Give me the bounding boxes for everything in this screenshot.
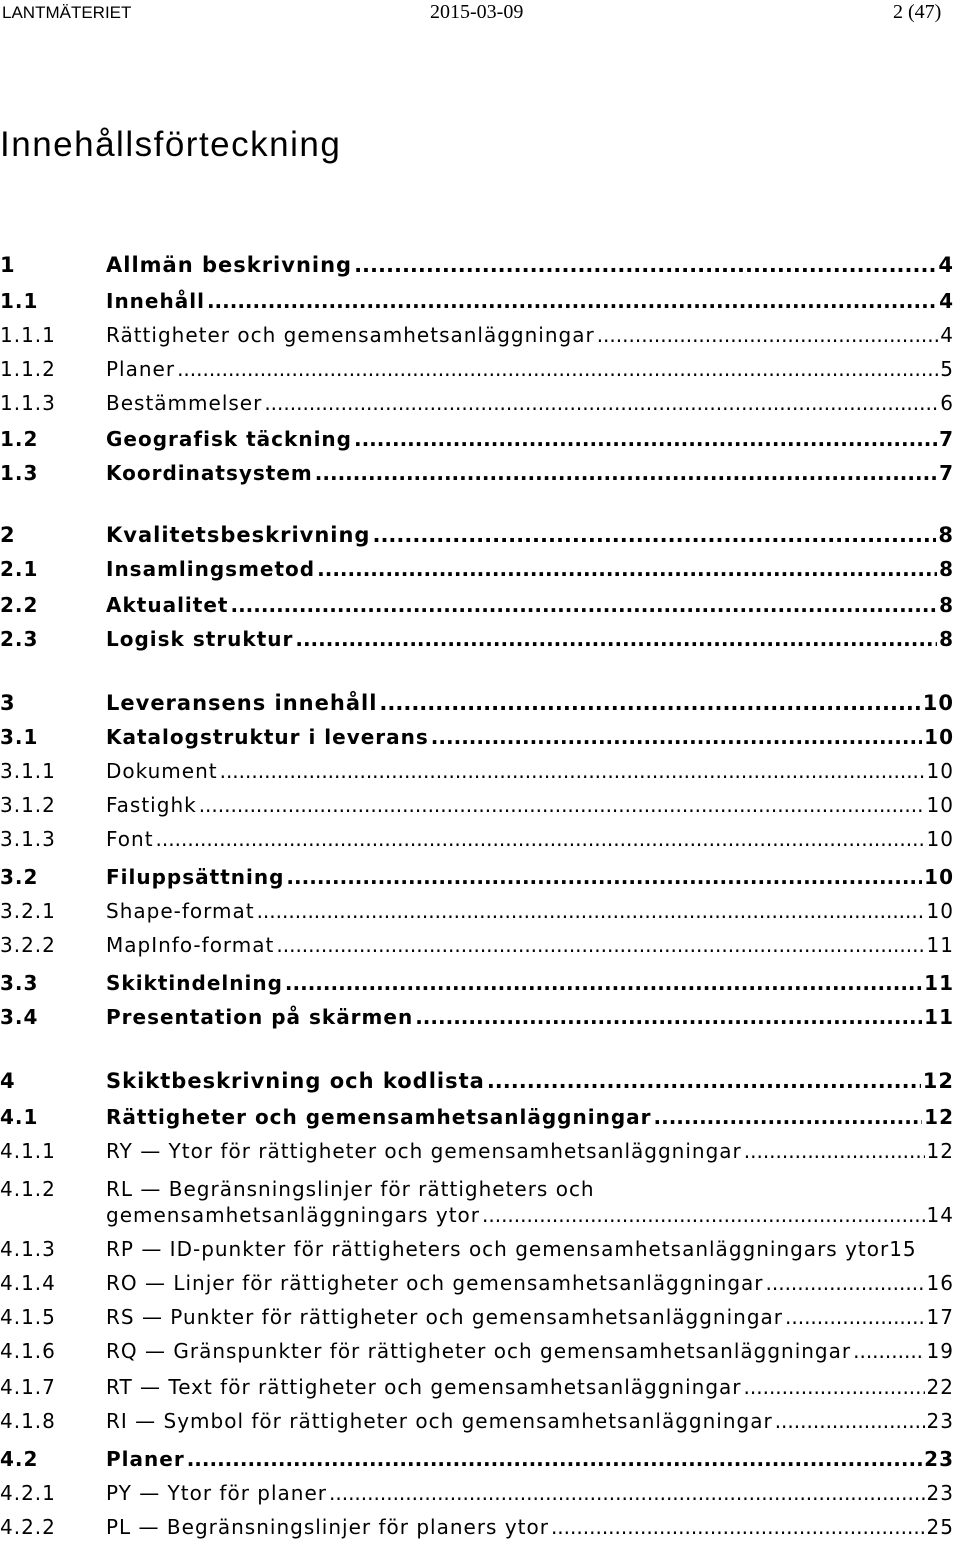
header-date: 2015-03-09: [430, 1, 524, 23]
toc-dot-leader: [744, 1138, 925, 1164]
toc-entry-number: 4.1.8: [0, 1409, 56, 1433]
toc-dot-leader: [415, 1004, 922, 1030]
toc-entry-number: 4.1.2: [0, 1177, 56, 1201]
toc-entry[interactable]: [0, 1068, 954, 1094]
toc-entry-label: RO — Linjer för rättigheter och gemensamhetsanläggningar: [106, 1271, 764, 1295]
toc-entry-label: RP — ID-punkter för rättigheters och gemensamhetsanläggningars ytor: [106, 1237, 890, 1261]
toc-entry[interactable]: [0, 460, 954, 486]
toc-entry-label: RY — Ytor för rättigheter och gemensamhetsanläggningar: [106, 1139, 742, 1163]
toc-entry-number: 4.1.7: [0, 1375, 56, 1399]
toc-dot-leader: [156, 826, 925, 852]
toc-entry-number: 4.2.1: [0, 1481, 56, 1505]
toc-dot-leader: [482, 1202, 925, 1228]
toc-entry-number: 4.1.3: [0, 1237, 56, 1261]
toc-entry-page: 10: [922, 691, 954, 715]
toc-entry-number: 1.1: [0, 289, 39, 313]
toc-dot-leader: [257, 898, 925, 924]
toc-entry-page: 14: [926, 1203, 954, 1227]
toc-entry-page: 8: [938, 523, 954, 547]
toc-entry-number: 3.4: [0, 1005, 39, 1029]
toc-entry-number: 4.1.4: [0, 1271, 56, 1295]
toc-dot-leader: [853, 1338, 924, 1364]
toc-entry-label: Shape-format: [106, 899, 255, 923]
toc-entry-number: 4.1.5: [0, 1305, 56, 1329]
toc-entry-label: Leveransens innehåll: [106, 691, 378, 715]
toc-entry-page: 12: [926, 1139, 954, 1163]
toc-entry[interactable]: [0, 556, 954, 582]
toc-entry[interactable]: [0, 1480, 954, 1506]
toc-entry-number: 4.2: [0, 1447, 39, 1471]
toc-dot-leader: [295, 626, 937, 652]
toc-dot-leader: [177, 356, 938, 382]
toc-entry-label: Insamlingsmetod: [106, 557, 316, 581]
toc-entry-number: 4.2.2: [0, 1515, 56, 1539]
toc-entry-number: 3.1.3: [0, 827, 56, 851]
toc-dot-leader: [220, 758, 925, 784]
toc-entry-label: Koordinatsystem: [106, 461, 313, 485]
toc-dot-leader: [329, 1480, 925, 1506]
toc-entry-label: Rättigheter och gemensamhetsanläggningar: [106, 323, 595, 347]
header-page-number: 2 (47): [893, 1, 942, 23]
page-title: Innehållsförteckning: [0, 125, 342, 164]
toc-entry[interactable]: [0, 690, 954, 716]
toc-entry[interactable]: [0, 356, 954, 382]
toc-dot-leader: [744, 1374, 925, 1400]
toc-entry-page: 10: [926, 827, 954, 851]
toc-entry-page: 4: [938, 253, 954, 277]
toc-entry-page: 10: [926, 793, 954, 817]
toc-entry[interactable]: [0, 724, 954, 750]
toc-entry-number: 3.1: [0, 725, 39, 749]
toc-entry-page: 11: [926, 933, 954, 957]
toc-entry-label: Logisk struktur: [106, 627, 294, 651]
toc-entry-page: 12: [922, 1069, 954, 1093]
toc-entry-number: 1.1.2: [0, 357, 56, 381]
toc-entry-label: Dokument: [106, 759, 218, 783]
toc-entry-page: 15: [889, 1237, 917, 1261]
toc-entry-page: 23: [926, 1481, 954, 1505]
toc-dot-leader: [354, 252, 936, 278]
toc-entry-label: Aktualitet: [106, 593, 229, 617]
toc-entry[interactable]: [0, 1176, 954, 1228]
toc-entry-label: Skiktbeskrivning och kodlista: [106, 1069, 485, 1093]
toc-entry-page: 11: [924, 971, 954, 995]
toc-dot-leader: [286, 864, 922, 890]
toc-dot-leader: [230, 592, 937, 618]
toc-entry-label: Geografisk täckning: [106, 427, 352, 451]
toc-entry-label: Bestämmelser: [106, 391, 263, 415]
toc-entry-number: 3: [0, 691, 16, 715]
toc-entry-page: 7: [939, 427, 954, 451]
toc-entry[interactable]: [0, 1270, 954, 1296]
toc-entry[interactable]: [0, 1004, 954, 1030]
toc-entry-label: Planer: [106, 1447, 185, 1471]
toc-entry[interactable]: [0, 1338, 954, 1364]
toc-entry-page: 16: [926, 1271, 954, 1295]
toc-entry-page: 12: [924, 1105, 954, 1129]
toc-entry-number: 2.1: [0, 557, 39, 581]
toc-entry-number: 4.1.6: [0, 1339, 56, 1363]
toc-entry-label: MapInfo-format: [106, 933, 275, 957]
toc-entry-number: 4.1.1: [0, 1139, 56, 1163]
toc-dot-leader: [785, 1304, 925, 1330]
toc-entry[interactable]: [0, 1304, 954, 1330]
toc-entry-page: 8: [939, 593, 954, 617]
toc-dot-leader: [276, 932, 924, 958]
toc-entry-label: PY — Ytor för planer: [106, 1481, 327, 1505]
page-header: [0, 0, 960, 30]
toc-entry-page: 19: [926, 1339, 954, 1363]
toc-entry-label-line1: RL — Begränsningslinjer för rättigheters och: [106, 1177, 595, 1201]
toc-entry-page: 23: [926, 1409, 954, 1433]
toc-dot-leader: [551, 1514, 925, 1540]
toc-entry-page: 4: [939, 289, 954, 313]
toc-entry[interactable]: [0, 1408, 954, 1434]
toc-entry-number: 1.1.1: [0, 323, 56, 347]
toc-entry-label: Rättigheter och gemensamhetsanläggningar: [106, 1105, 652, 1129]
toc-entry-number: 4: [0, 1069, 16, 1093]
toc-entry-label: Innehåll: [106, 289, 205, 313]
toc-entry[interactable]: [0, 390, 954, 416]
toc-entry-label: Font: [106, 827, 154, 851]
toc-entry[interactable]: [0, 932, 954, 958]
toc-entry-page: 8: [939, 557, 954, 581]
toc-entry-page: 10: [926, 759, 954, 783]
toc-entry-number: 3.1.2: [0, 793, 56, 817]
toc-entry-number: 2.3: [0, 627, 39, 651]
toc-entry-number: 1.1.3: [0, 391, 56, 415]
toc-entry-label: PL — Begränsningslinjer för planers ytor: [106, 1515, 549, 1539]
toc-entry[interactable]: [0, 426, 954, 452]
toc-entry-label: Presentation på skärmen: [106, 1005, 414, 1029]
toc-entry[interactable]: [0, 1236, 954, 1262]
toc-entry[interactable]: [0, 1446, 954, 1472]
toc-entry-page: 8: [939, 627, 954, 651]
toc-entry-number: 2: [0, 523, 16, 547]
toc-dot-leader: [372, 522, 936, 548]
toc-dot-leader: [597, 322, 939, 348]
toc-entry-number: 3.1.1: [0, 759, 56, 783]
toc-dot-leader: [207, 288, 937, 314]
toc-entry-label: RS — Punkter för rättigheter och gemensamhetsanläggningar: [106, 1305, 783, 1329]
toc-entry[interactable]: [0, 288, 954, 314]
toc-dot-leader: [264, 390, 938, 416]
toc-entry-label: RT — Text för rättigheter och gemensamhetsanläggningar: [106, 1375, 742, 1399]
toc-entry[interactable]: [0, 522, 954, 548]
toc-entry-page: 22: [926, 1375, 954, 1399]
toc-entry-number: 3.2.1: [0, 899, 56, 923]
toc-entry-page: 10: [926, 899, 954, 923]
toc-entry[interactable]: [0, 252, 954, 278]
toc-entry[interactable]: [0, 758, 954, 784]
toc-dot-leader: [654, 1104, 923, 1130]
toc-entry-page: 10: [924, 725, 954, 749]
toc-entry[interactable]: [0, 1514, 954, 1540]
toc-entry[interactable]: [0, 322, 954, 348]
toc-entry-page: 6: [940, 391, 954, 415]
toc-dot-leader: [775, 1408, 925, 1434]
toc-entry-label: Planer: [106, 357, 176, 381]
toc-dot-leader: [315, 460, 937, 486]
toc-entry-label: Katalogstruktur i leverans: [106, 725, 429, 749]
toc-entry-label: Filuppsättning: [106, 865, 285, 889]
toc-dot-leader: [766, 1270, 925, 1296]
toc-entry-page: 10: [924, 865, 954, 889]
toc-entry[interactable]: [0, 898, 954, 924]
toc-entry[interactable]: [0, 970, 954, 996]
toc-entry-number: 4.1: [0, 1105, 39, 1129]
toc-entry[interactable]: [0, 1138, 954, 1164]
toc-entry-number: 1.2: [0, 427, 39, 451]
toc-entry-page: 5: [940, 357, 954, 381]
toc-entry-label: Fastighk: [106, 793, 197, 817]
toc-entry-label: Skiktindelning: [106, 971, 283, 995]
toc-dot-leader: [431, 724, 922, 750]
toc-dot-leader: [187, 1446, 922, 1472]
toc-entry[interactable]: [0, 626, 954, 652]
toc-entry-page: 25: [926, 1515, 954, 1539]
header-organization: LANTMÄTERIET: [2, 3, 132, 22]
toc-entry-page: 23: [924, 1447, 954, 1471]
toc-entry[interactable]: [0, 1374, 954, 1400]
toc-dot-leader: [379, 690, 920, 716]
toc-entry-number: 2.2: [0, 593, 39, 617]
toc-entry-page: 17: [926, 1305, 954, 1329]
toc-entry-label: Kvalitetsbeskrivning: [106, 523, 371, 547]
toc-entry[interactable]: [0, 592, 954, 618]
toc-entry[interactable]: [0, 792, 954, 818]
toc-dot-leader: [354, 426, 937, 452]
toc-entry-label: RQ — Gränspunkter för rättigheter och gemensamhetsanläggningar: [106, 1339, 852, 1363]
toc-entry-label: gemensamhetsanläggningars ytor: [106, 1203, 480, 1227]
toc-dot-leader: [317, 556, 937, 582]
toc-dot-leader: [487, 1068, 921, 1094]
toc-entry-number: 3.3: [0, 971, 39, 995]
toc-entry[interactable]: [0, 826, 954, 852]
toc-entry-label: RI — Symbol för rättigheter och gemensamhetsanläggningar: [106, 1409, 773, 1433]
toc-dot-leader: [285, 970, 922, 996]
toc-entry-number: 1: [0, 253, 16, 277]
toc-dot-leader: [199, 792, 925, 818]
toc-entry[interactable]: [0, 1104, 954, 1130]
toc-entry-page: 11: [924, 1005, 954, 1029]
toc-entry-page: 4: [940, 323, 954, 347]
toc-entry-number: 3.2: [0, 865, 39, 889]
toc-entry-label: Allmän beskrivning: [106, 253, 353, 277]
toc-entry[interactable]: [0, 864, 954, 890]
toc-entry-page: 7: [939, 461, 954, 485]
toc-entry-number: 1.3: [0, 461, 39, 485]
toc-entry-number: 3.2.2: [0, 933, 56, 957]
